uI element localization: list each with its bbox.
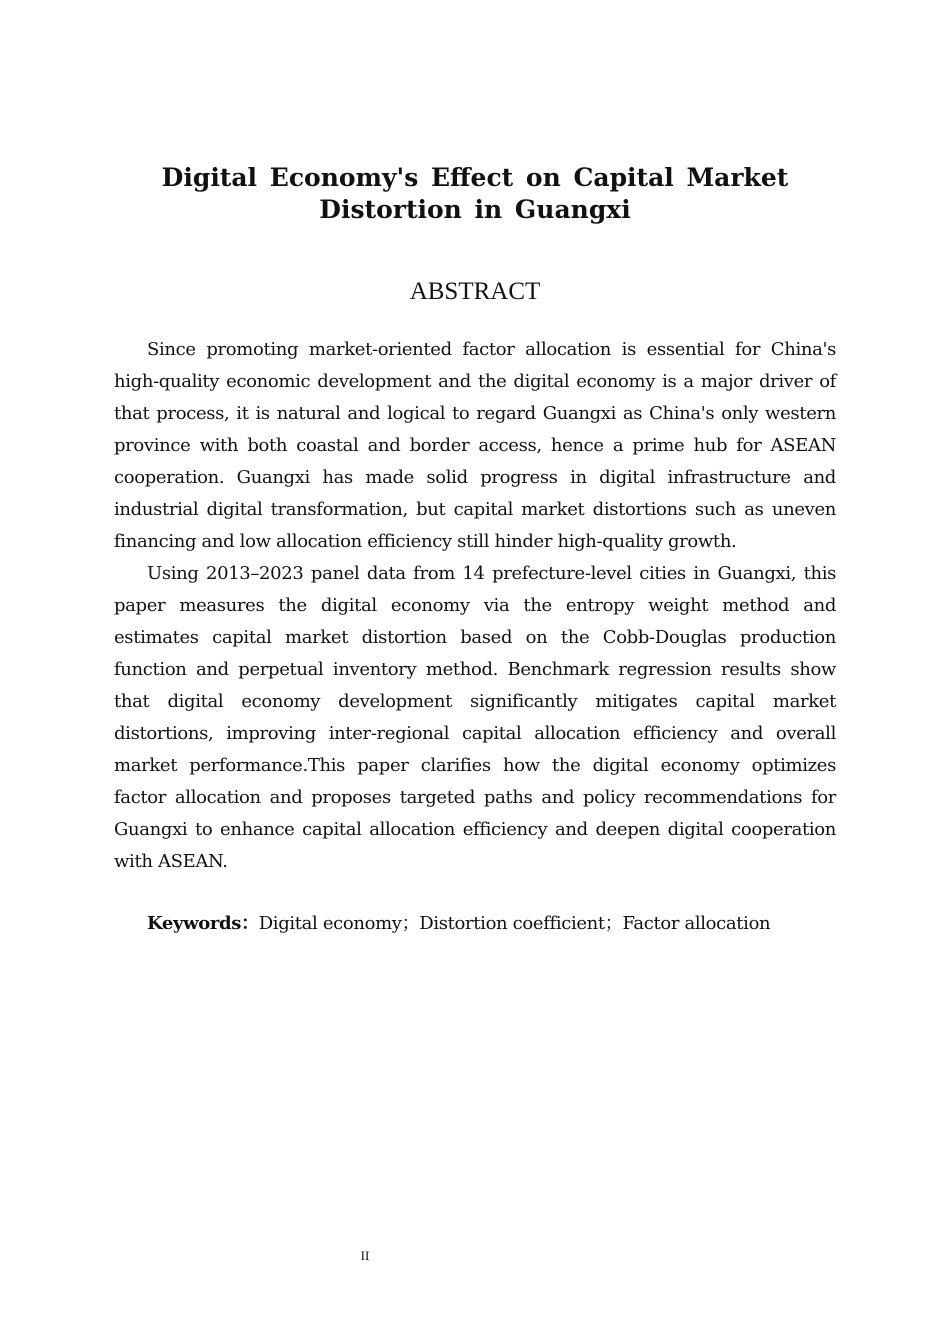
keyword-item: Distortion coefficient [419, 913, 605, 934]
abstract-heading: ABSTRACT [409, 278, 541, 305]
keywords-line [147, 908, 847, 940]
abstract-paragraph-1: Since promoting market-oriented factor allocation is essential for China's high-quality economic development and the digital economy is a major driver of that process, it is natural and logical to regard Guangxi as China's only western province with both coastal and border access, hence a prime hub for ASEAN cooperation. Guangxi has made solid progress in digital infrastructure and industrial digital transformation, but capital market distortions such as uneven financing and low allocation efficiency still hinder high-quality growth. [114, 339, 836, 552]
page-number: II [360, 1248, 370, 1263]
keyword-separator: ； [604, 913, 623, 934]
abstract-body [114, 334, 836, 878]
abstract-paragraph-2: Using 2013–2023 panel data from 14 prefecture-level cities in Guangxi, this paper measures the digital economy via the entropy weight method and estimates capital market distortion based on the Cobb-Douglas production function and perpetual inventory method. Benchmark regression results show that digital economy development significantly mitigates capital market distortions, improving inter-regional capital allocation efficiency and overall market performance.This paper clarifies how the digital economy optimizes factor allocation and proposes targeted paths and policy recommendations for Guangxi to enhance capital allocation efficiency and deepen digital cooperation with ASEAN. [114, 563, 836, 872]
keyword-separator: ； [401, 913, 420, 934]
keyword-item: Digital economy [258, 913, 402, 934]
keyword-item: Factor allocation [622, 913, 771, 934]
keywords-label: Keywords： [147, 913, 259, 934]
paper-title: Digital Economy's Effect on Capital Market Distortion in Guangxi [161, 163, 789, 224]
